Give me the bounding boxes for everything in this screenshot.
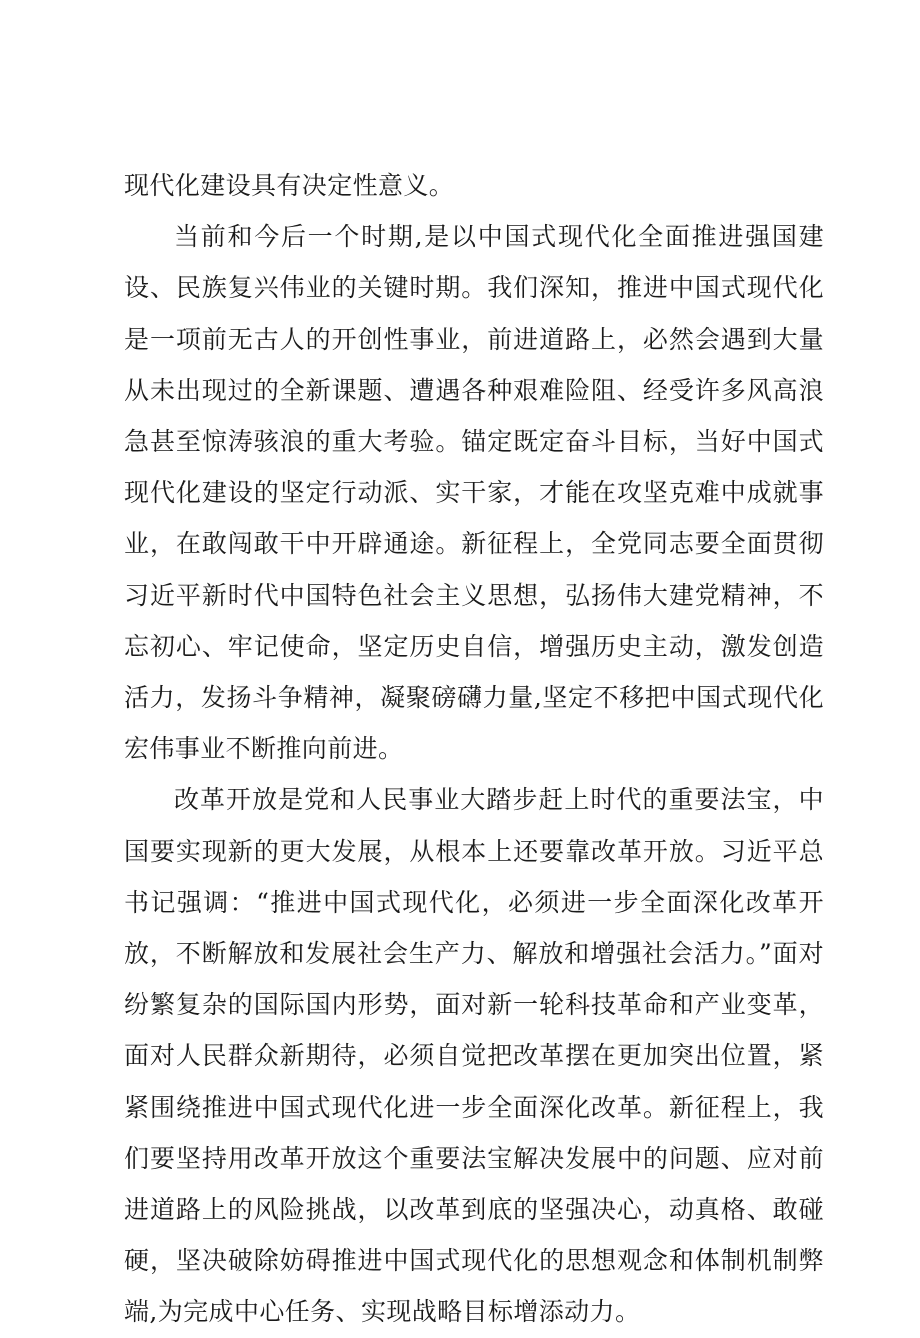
paragraph-3: 改革开放是党和人民事业大踏步赶上时代的重要法宝，中国要实现新的更大发展，从根本上还要靠改革开放。习近平总书记强调：“推进中国式现代化，必须进一步全面深化改革开放，不断解放和发展社会生产力、解放和增强社会活力。”面对纷繁复杂的国际国内形势，面对新一轮科技革命和产业变革，面对人民群众新期待，必须自觉把改革摆在更加突出位置，紧紧围绕推进中国式现代化进一步全面深化改革。新征程上，我们要坚持用改革开放这个重要法宝解决发展中的问题、应对前进道路上的风险挑战，以改革到底的坚强决心，动真格、敢碰硬，坚决破除妨碍推进中国式现代化的思想观念和体制机制弊端,为完成中心任务、实现战略目标增添动力。	[124, 785, 824, 1327]
paragraph-1: 现代化建设具有决定性意义。	[124, 171, 455, 200]
document-body	[124, 160, 824, 1338]
paragraph-2: 当前和今后一个时期,是以中国式现代化全面推进强国建设、民族复兴伟业的关键时期。我们深知，推进中国式现代化是一项前无古人的开创性事业，前进道路上，必然会遇到大量从未出现过的全新课题、遭遇各种艰难险阻、经受许多风高浪急甚至惊涛骇浪的重大考验。锚定既定奋斗目标，当好中国式现代化建设的坚定行动派、实干家，才能在攻坚克难中成就事业，在敢闯敢干中开辟通途。新征程上，全党同志要全面贯彻习近平新时代中国特色社会主义思想，弘扬伟大建党精神，不忘初心、牢记使命，坚定历史自信，增强历史主动，激发创造活力，发扬斗争精神，凝聚磅礴力量,坚定不移把中国式现代化宏伟事业不断推向前进。	[124, 222, 824, 764]
